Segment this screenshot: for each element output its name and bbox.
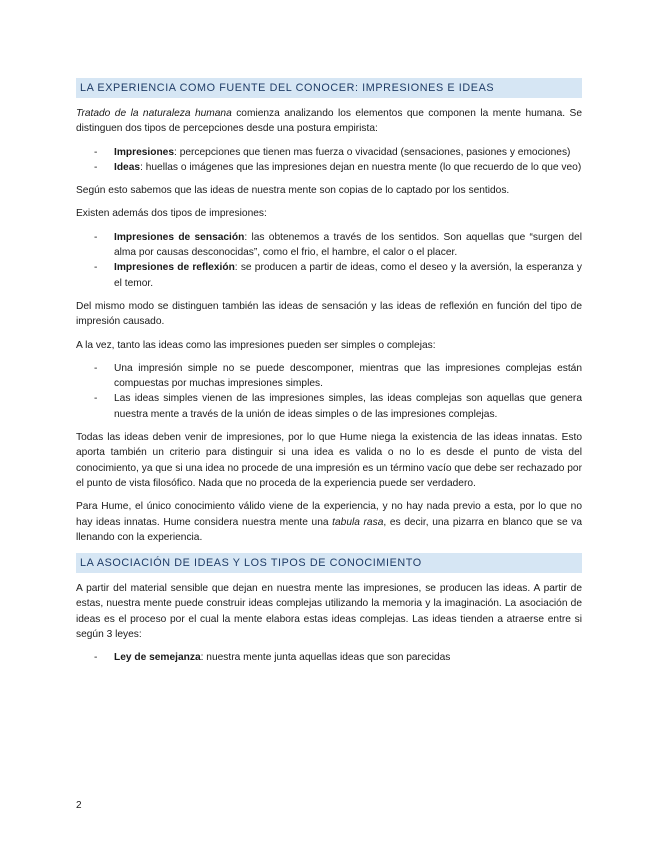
book-title: Tratado de la naturaleza humana — [76, 108, 232, 119]
paragraph: Existen además dos tipos de impresiones: — [76, 208, 267, 220]
list-item: - Impresiones de sensación: las obtenemos a través de los sentidos. Son aquellas que “surgen del alma por causas desconocidas”, como el frio, el hambre, el calor o el placer. — [94, 231, 582, 259]
paragraph: Para Hume, el único conocimiento válido viene de la experiencia, y no hay nada previo a esta, por lo que no hay ideas innatas. Hume considera nuestra mente una tabula rasa, es decir, una pizarra en blanco que se va llenando con la experiencia. — [76, 501, 583, 543]
list-item: - Una impresión simple no se puede descomponer, mientras que las impresiones complejas están compuestas por muchas impresiones simples. — [94, 362, 582, 390]
paragraph: Según esto sabemos que las ideas de nuestra mente son copias de lo captado por los sentidos. — [76, 185, 510, 197]
document-page — [76, 78, 582, 674]
paragraph: A partir del material sensible que dejan en nuestra mente las impresiones, se producen las ideas. A partir de estas, nuestra mente puede construir ideas complejas utilizando la memoria y la imaginación. La asociación de ideas es el proceso por el cual la mente elabora estas ideas complejas. Las ideas tienden a atraerse entre si según 3 leyes: — [76, 583, 582, 641]
bullet-list — [76, 230, 582, 291]
list-item: - Ley de semejanza: nuestra mente junta aquellas ideas que son parecidas — [94, 652, 451, 664]
bullet-list — [76, 145, 582, 176]
list-item: - Impresiones: percepciones que tienen mas fuerza o vivacidad (sensaciones, pasiones y emociones) — [94, 146, 571, 158]
bullet-list — [76, 650, 582, 665]
list-item: - Ideas: huellas o imágenes que las impresiones dejan en nuestra mente (lo que recuerdo de lo que veo) — [94, 161, 582, 173]
page-number: 2 — [76, 800, 82, 811]
list-item: - Impresiones de reflexión: se producen a partir de ideas, como el deseo y la aversión, la esperanza y el temor. — [94, 262, 582, 289]
paragraph: A la vez, tanto las ideas como las impresiones pueden ser simples o complejas: — [76, 339, 436, 351]
section-heading: LA ASOCIACIÓN DE IDEAS Y LOS TIPOS DE CONOCIMIENTO — [76, 553, 582, 573]
bullet-list — [76, 361, 582, 422]
paragraph: Del mismo modo se distinguen también las ideas de sensación y las ideas de reflexión en función del tipo de impresión causado. — [76, 300, 582, 328]
paragraph: Todas las ideas deben venir de impresiones, por lo que Hume niega la existencia de las ideas innatas. Esto aporta también un criterio para distinguir si una idea es valida o no lo es desde el punto de vista del conocimiento, ya que si una idea no procede de una impresión es un término vacío que debe ser rechazado por el punto de vista filosófico. Nada que no proceda de la experiencia puede ser verdadero. — [76, 432, 582, 489]
section-heading: LA EXPERIENCIA COMO FUENTE DEL CONOCER: IMPRESIONES E IDEAS — [76, 78, 582, 98]
paragraph: Tratado de la naturaleza humana comienza analizando los elementos que componen la mente humana. Se distinguen dos tipos de percepciones desde una postura empirista: — [76, 108, 582, 135]
list-item: - Las ideas simples vienen de las impresiones simples, las ideas complejas son aquellas que genera nuestra mente a través de la unión de ideas simples o de las impresiones complejas. — [94, 393, 582, 420]
latin-term: tabula rasa — [332, 516, 384, 528]
